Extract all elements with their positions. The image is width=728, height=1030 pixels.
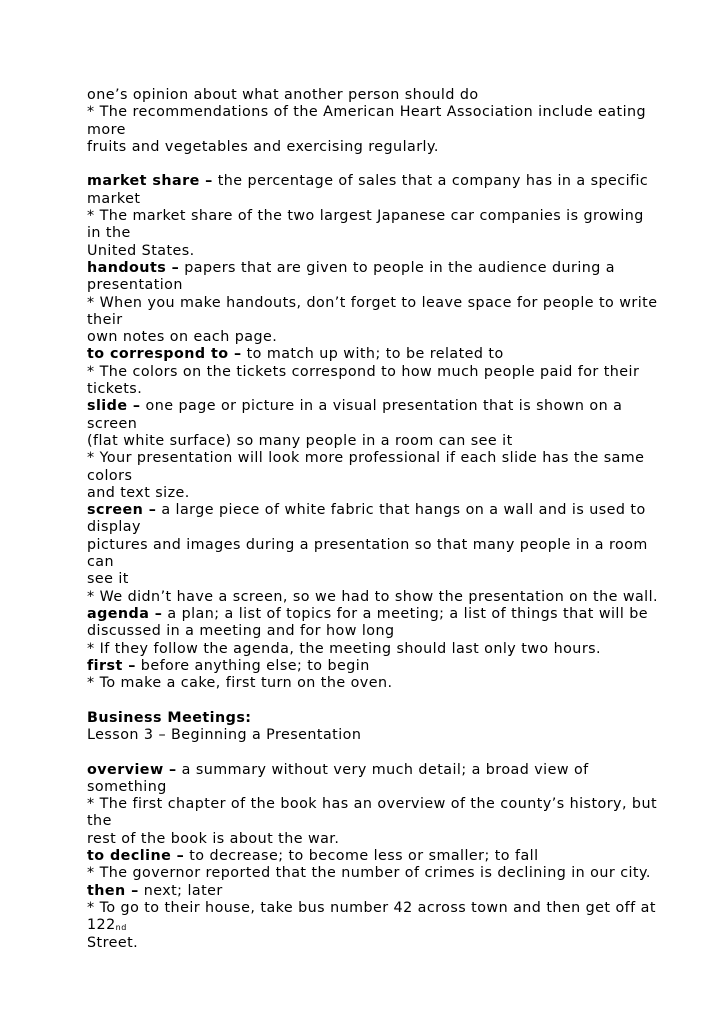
text-line: their (87, 311, 123, 328)
text-line: * To make a cake, first turn on the oven. (87, 675, 393, 692)
text-line: * Your presentation will look more professional if each slide has the same (87, 450, 645, 467)
spacer (87, 156, 687, 173)
section-heading-text: Business Meetings: (87, 709, 252, 726)
text-line: more (87, 121, 126, 138)
text-line: display (87, 519, 141, 536)
term: handouts – (87, 259, 180, 276)
term: market share – (87, 173, 213, 190)
text-line: tickets. (87, 381, 143, 398)
definition: the percentage of sales that a company has in a specific (212, 173, 649, 190)
definition: a summary without very much detail; a broad view of (176, 761, 589, 778)
text-line: colors (87, 467, 133, 484)
entry-to-correspond-to (87, 346, 687, 363)
text-line: one’s opinion about what another person should do (87, 87, 479, 103)
text-line: market (87, 190, 141, 207)
spacer (87, 692, 687, 709)
text-line: * If they follow the agenda, the meeting should last only two hours. (87, 640, 602, 657)
text-line: * The first chapter of the book has an overview of the county’s history, but (87, 796, 658, 813)
street-number: 122 (87, 917, 116, 934)
text-line: own notes on each page. (87, 329, 278, 346)
text-line: presentation (87, 277, 183, 294)
text-line: * The recommendations of the American Heart Association include eating (87, 104, 647, 121)
term: then – (87, 882, 139, 899)
text-line: * The colors on the tickets correspond to how much people paid for their (87, 363, 640, 380)
text-line: * To go to their house, take bus number 42 across town and then get off at (87, 899, 656, 916)
text-line: fruits and vegetables and exercising regularly. (87, 138, 439, 155)
text-line: * The market share of the two largest Japanese car companies is growing (87, 208, 644, 225)
entry-to-decline (87, 848, 687, 865)
entry-market-share (87, 173, 687, 190)
text-line: Street. (87, 934, 139, 951)
text-line: (flat white surface) so many people in a room can see it (87, 432, 513, 449)
text-line: discussed in a meeting and for how long (87, 623, 395, 640)
definition: to match up with; to be related to (241, 346, 504, 363)
term: first – (87, 657, 136, 674)
text-line: * The governor reported that the number of crimes is declining in our city. (87, 865, 651, 882)
term: overview – (87, 761, 177, 778)
text-line: * When you make handouts, don’t forget to leave space for people to write (87, 294, 658, 311)
entry-overview (87, 762, 687, 779)
text-line: and text size. (87, 484, 190, 501)
entry-slide (87, 398, 687, 415)
definition: next; later (138, 882, 223, 899)
text-line: the (87, 813, 112, 830)
definition: papers that are given to people in the audience during a (179, 259, 615, 276)
text-line: rest of the book is about the war. (87, 830, 340, 847)
text-line: United States. (87, 242, 195, 259)
text-line: pictures and images during a presentation so that many people in a room (87, 536, 648, 553)
entry-agenda (87, 606, 687, 623)
term: to correspond to – (87, 346, 242, 363)
term: screen – (87, 502, 157, 519)
spacer (87, 744, 687, 761)
text-line: in the (87, 225, 131, 242)
definition: a large piece of white fabric that hangs on a wall and is used to (156, 502, 646, 519)
term: slide – (87, 398, 141, 415)
entry-first (87, 658, 687, 675)
document-page (87, 87, 687, 952)
entry-then (87, 883, 687, 900)
definition: a plan; a list of topics for a meeting; a list of things that will be (162, 605, 649, 622)
text-line: screen (87, 415, 138, 432)
text-line-ordinal (87, 917, 687, 934)
definition: to decrease; to become less or smaller; to fall (184, 848, 539, 865)
term: agenda – (87, 605, 163, 622)
text-line: * We didn’t have a screen, so we had to show the presentation on the wall. (87, 588, 659, 605)
term: to decline – (87, 848, 185, 865)
section-subheading: Lesson 3 – Beginning a Presentation (87, 726, 362, 743)
definition: before anything else; to begin (135, 657, 370, 674)
section-heading (87, 710, 687, 727)
ordinal-suffix: nd (115, 923, 127, 933)
text-line: see it (87, 571, 129, 588)
definition: one page or picture in a visual presentation that is shown on a (140, 398, 623, 415)
entry-screen (87, 502, 687, 519)
text-line: can (87, 554, 115, 571)
entry-handouts (87, 260, 687, 277)
text-line: something (87, 778, 167, 795)
